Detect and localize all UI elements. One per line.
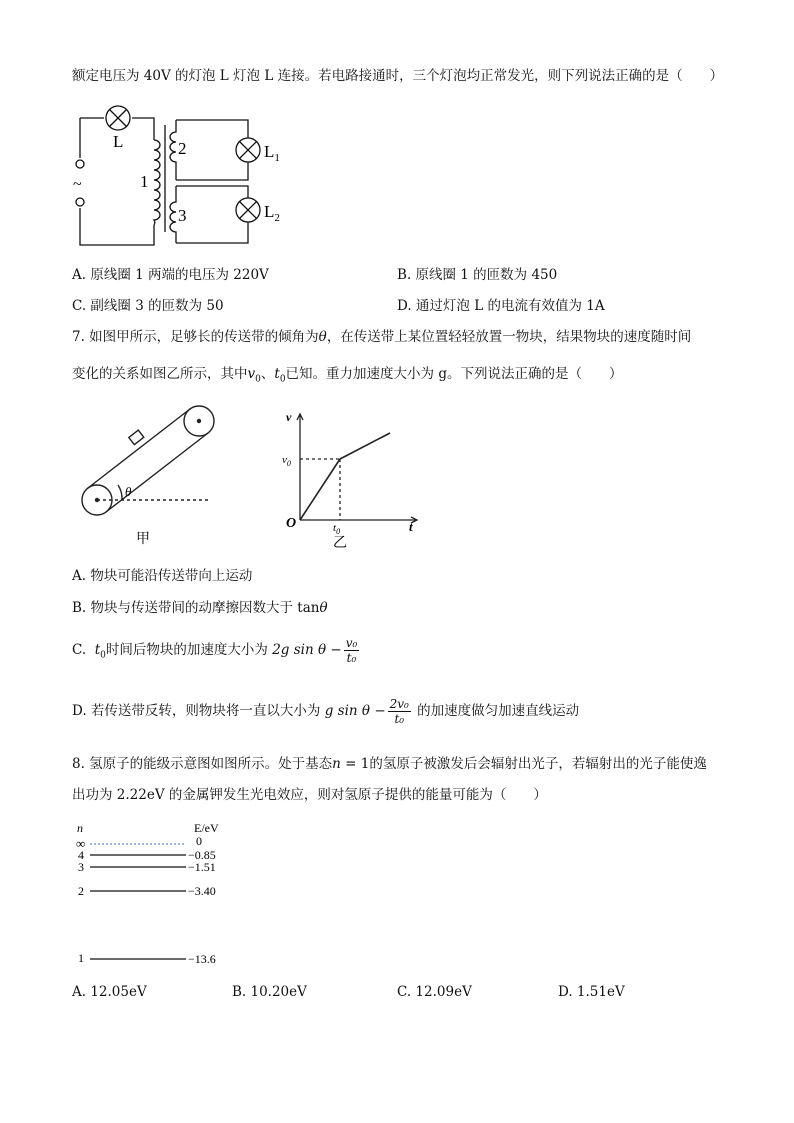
lamp-L2-icon — [236, 198, 260, 222]
label-coil3: 3 — [178, 206, 187, 225]
fig-yi-caption: 乙 — [333, 536, 347, 551]
level-E-header: E/eV — [194, 821, 219, 835]
q8-option-d[interactable]: D. 1.51eV — [558, 984, 625, 1000]
lamp-L-icon — [106, 106, 130, 130]
label-L: L — [113, 132, 124, 151]
fig-yi-t-label: t — [409, 519, 413, 534]
level-inf-n: ∞ — [76, 836, 86, 851]
transformer-circuit-figure — [70, 100, 300, 255]
label-coil1: 1 — [140, 172, 149, 191]
level-4-E: −0.85 — [188, 848, 216, 862]
lamp-L1-icon — [236, 138, 260, 162]
level-1-n: 1 — [78, 951, 84, 965]
q8-option-a[interactable]: A. 12.05eV — [72, 984, 147, 1000]
energy-level-diagram — [70, 818, 240, 970]
q6-option-d[interactable]: D. 通过灯泡 L 的电流有效值为 1A — [397, 298, 605, 314]
fig-yi-v0-label: $v_0$ — [282, 454, 291, 468]
level-n-header: n — [77, 821, 83, 835]
fig-yi-origin: O — [286, 516, 297, 531]
vt-graph-figure — [278, 405, 428, 555]
fig-yi-t0-label: $t_0$ — [333, 522, 341, 536]
conveyor-belt-figure — [78, 400, 228, 555]
label-L2: $L_2$ — [264, 202, 280, 224]
fig-jia-theta: θ — [125, 484, 132, 499]
vt-line-segment-1 — [300, 459, 340, 520]
q6-option-a[interactable]: A. 原线圈 1 两端的电压为 220V — [72, 267, 269, 283]
vt-line-segment-2 — [340, 433, 390, 459]
q8-option-b[interactable]: B. 10.20eV — [232, 984, 307, 1000]
label-coil2: 2 — [178, 139, 187, 158]
q7-stem-line2: 变化的关系如图乙所示，其中$v_0$、$t_0$已知。重力加速度大小为 g。下列说法正确的是（ ） — [72, 366, 623, 385]
q7-option-a[interactable]: A. 物块可能沿传送带向上运动 — [72, 568, 253, 584]
q7-option-d[interactable]: D. 若传送带反转，则物块将一直以大小为 g sin θ − $\frac{\text{2v₀}}{\text{t₀}}$ 的加速度做匀加速直线运动 — [72, 697, 580, 726]
level-3-E: −1.51 — [188, 860, 216, 874]
fig-jia-caption: 甲 — [136, 532, 150, 547]
q7-stem-line1: 7. 如图甲所示，足够长的传送带的倾角为θ，在传送带上某位置轻轻放置一物块，结果物块的速度随时间 — [72, 329, 692, 345]
q6-intro: 额定电压为 40V 的灯泡 L 灯泡 L 连接。若电路接通时，三个灯泡均正常发光，则下列说法正确的是（ ） — [72, 68, 724, 84]
q7-option-c[interactable]: C. $t_0$时间后物块的加速度大小为 2g sin θ − $\frac{\text{v₀}}{\text{t₀}}$ — [72, 636, 358, 665]
label-L1: $L_1$ — [264, 142, 280, 164]
level-inf-E: 0 — [196, 834, 202, 848]
level-2-n: 2 — [78, 884, 84, 898]
level-4-n: 4 — [78, 848, 84, 862]
q6-option-b[interactable]: B. 原线圈 1 的匝数为 450 — [397, 267, 558, 283]
fig-yi-v-label: v — [286, 410, 292, 424]
level-2-E: −3.40 — [188, 884, 216, 898]
q6-option-c[interactable]: C. 副线圈 3 的匝数为 50 — [72, 298, 224, 314]
q7-option-b[interactable]: B. 物块与传送带间的动摩擦因数大于 tanθ — [72, 600, 328, 616]
q8-stem-line1: 8. 氢原子的能级示意图如图所示。处于基态n = 1的氢原子被激发后会辐射出光子，若辐射出的光子能使逸 — [72, 756, 707, 772]
q8-stem-line2: 出功为 2.22eV 的金属钾发生光电效应，则对氢原子提供的能量可能为（ ） — [72, 787, 547, 803]
level-3-n: 3 — [78, 860, 84, 874]
q8-option-c[interactable]: C. 12.09eV — [397, 984, 472, 1000]
label-ac: ~ — [73, 176, 82, 193]
level-1-E: −13.6 — [188, 952, 216, 966]
